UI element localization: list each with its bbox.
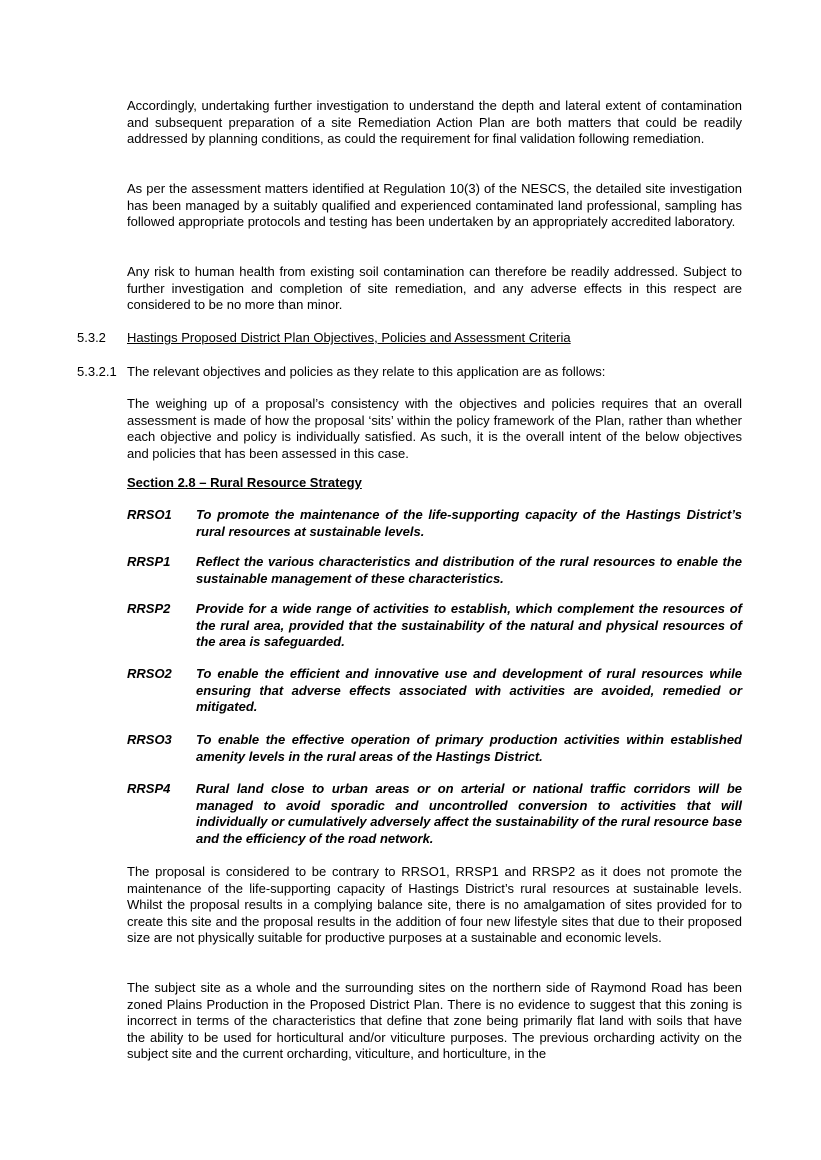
policy-text: To enable the effective operation of primary production activities within established amenity levels in the rural areas of the Hastings District. xyxy=(196,732,742,764)
heading-title: Hastings Proposed District Plan Objectives, Policies and Assessment Criteria xyxy=(127,330,571,345)
paragraph-weighing: The weighing up of a proposal’s consistency with the objectives and policies requires that an overall assessment is made of how the proposal ‘sits’ within the policy framework of the Plan, rather than whether each objective and policy is individually satisfied. As such, it is the overall intent of the below objectives and policies that has been assessed in this case. xyxy=(127,396,742,461)
paragraph-nescs-assessment: As per the assessment matters identified at Regulation 10(3) of the NESCS, the detailed site investigation has been managed by a suitably qualified and experienced contaminated land professional, sampling has followed appropriate protocols and testing has been undertaken by an appropriately accredited laboratory. xyxy=(127,181,742,230)
paragraph-health-risk: Any risk to human health from existing soil contamination can therefore be readily addressed. Subject to further investigation and completion of site remediation, and any adverse effects in this respect are considered to be no more than minor. xyxy=(127,264,742,313)
section-title: Section 2.8 – Rural Resource Strategy xyxy=(127,475,362,490)
policy-code: RRSP4 xyxy=(127,781,171,796)
paragraph-zoning: The subject site as a whole and the surrounding sites on the northern side of Raymond Road has been zoned Plains Production in the Proposed District Plan. There is no evidence to suggest that this zoning is incorrect in terms of the characteristics that define that zone being primarily flat land with soils that have the ability to be used for horticultural and/or viticulture purposes. The previous orcharding activity on the subject site and the current orcharding, viticulture, and horticulture, in the xyxy=(127,980,742,1062)
policy-text: Rural land close to urban areas or on arterial or national traffic corridors will be managed to avoid sporadic and uncontrolled conversion to activities that will individually or cumulatively adversely affect the sustainability of the rural resource base and the efficiency of the road network. xyxy=(196,781,742,846)
policy-code: RRSP2 xyxy=(127,601,171,616)
policy-text: To promote the maintenance of the life-supporting capacity of the Hastings District’s rural resources at sustainable levels. xyxy=(196,507,742,539)
heading-number: 5.3.2 xyxy=(77,330,106,345)
policy-code: RRSO1 xyxy=(127,507,172,522)
policy-code: RRSO2 xyxy=(127,666,172,681)
policy-code: RRSP1 xyxy=(127,554,171,569)
policy-text: Reflect the various characteristics and distribution of the rural resources to enable the sustainable management of these characteristics. xyxy=(196,554,742,586)
policy-text: Provide for a wide range of activities to establish, which complement the resources of the rural area, provided that the sustainability of the natural and physical resources of the area is safeguarded. xyxy=(196,601,742,650)
policy-text: To enable the efficient and innovative use and development of rural resources while ensuring that adverse effects associated with activities are avoided, remedied or mitigated. xyxy=(196,666,742,715)
heading-text: The relevant objectives and policies as they relate to this application are as follows: xyxy=(127,364,606,379)
paragraph-remediation: Accordingly, undertaking further investigation to understand the depth and lateral extent of contamination and subsequent preparation of a site Remediation Action Plan are both matters that could be readily addressed by planning conditions, as could the requirement for final validation following remediation. xyxy=(127,98,742,147)
heading-number: 5.3.2.1 xyxy=(77,364,117,379)
policy-code: RRSO3 xyxy=(127,732,172,747)
paragraph-contrary: The proposal is considered to be contrary to RRSO1, RRSP1 and RRSP2 as it does not promote the maintenance of the life-supporting capacity of Hastings District’s rural resources at sustainable levels. Whilst the proposal results in a complying balance site, there is no amalgamation of sites provided for to create this site and the proposal results in the addition of four new lifestyle sites that due to their proposed size are not physically suitable for productive purposes at a sustainable and economic levels. xyxy=(127,864,742,946)
